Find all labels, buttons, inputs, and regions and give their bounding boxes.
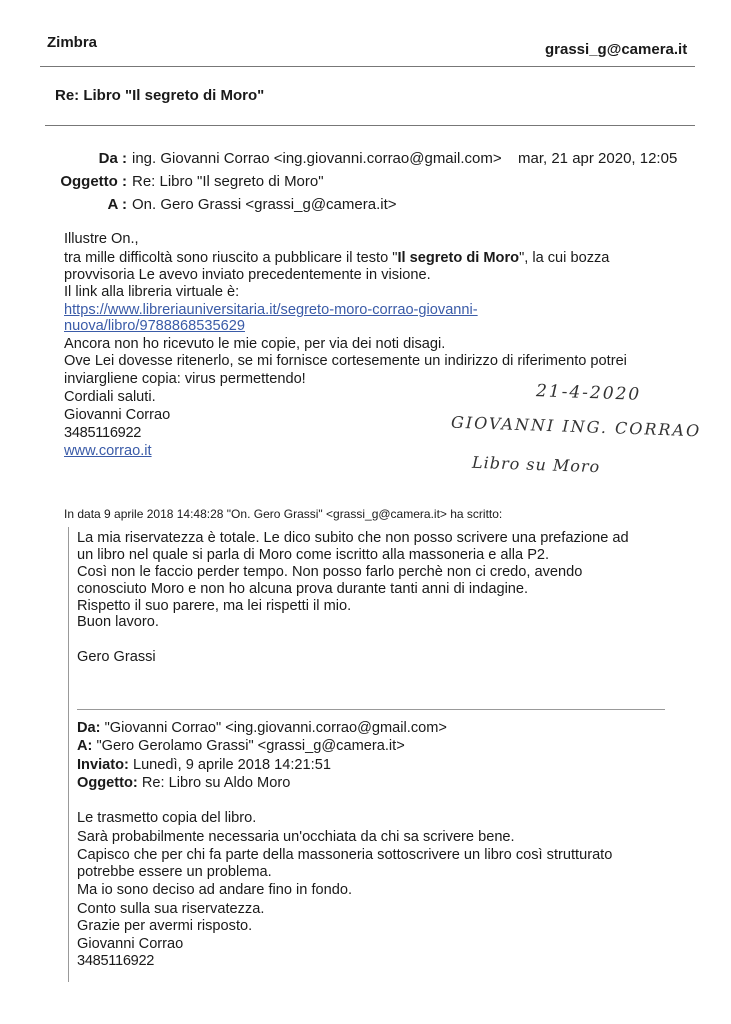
- fwd-subject-value: Re: Libro su Aldo Moro: [141, 775, 291, 791]
- body-line-2: provvisoria Le avevo inviato precedentemente in visione.: [64, 267, 431, 283]
- fwd-to-value[interactable]: "Gero Gerolamo Grassi" <grassi_g@camera.it>: [96, 738, 405, 754]
- body-line-1-post: ", la cui bozza: [519, 250, 610, 266]
- subject-value: Re: Libro "Il segreto di Moro": [132, 173, 324, 190]
- forward-divider: [77, 709, 665, 710]
- fwd-from-label: Da:: [77, 720, 101, 736]
- quote-line: un libro nel quale si parla di Moro come iscritto alla massoneria e alla P2.: [77, 547, 550, 563]
- message-date: mar, 21 apr 2020, 12:05: [518, 150, 678, 167]
- handwritten-name: GIOVANNI ING. CORRAO: [450, 412, 702, 441]
- handwritten-date: 21-4-2020: [535, 381, 642, 405]
- fwd-from-value[interactable]: "Giovanni Corrao" <ing.giovanni.corrao@gmail.com>: [104, 720, 447, 736]
- book-link-line-2[interactable]: nuova/libro/9788868535629: [64, 318, 245, 334]
- handwritten-note: Libro su Moro: [471, 452, 601, 477]
- fwd-sent-label: Inviato:: [77, 757, 129, 773]
- signature-phone: 3485116922: [64, 425, 142, 441]
- to-label: A :: [107, 196, 127, 213]
- quote-line: Buon lavoro.: [77, 614, 159, 630]
- fwd-body-line: potrebbe essere un problema.: [77, 864, 272, 880]
- from-value[interactable]: ing. Giovanni Corrao <ing.giovanni.corrao@gmail.com>: [132, 150, 502, 167]
- signature-name: Giovanni Corrao: [64, 407, 171, 423]
- fwd-sent-row: [77, 757, 331, 773]
- quote-line: Così non le faccio perder tempo. Non posso farlo perchè non ci credo, avendo: [77, 564, 583, 580]
- fwd-body-line: Conto sulla sua riservatezza.: [77, 901, 265, 917]
- body-line-1-pre: tra mille difficoltà sono riuscito a pubblicare il testo ": [64, 250, 398, 266]
- fwd-body-line: Capisco che per chi fa parte della massoneria sottoscrivere un libro così strutturato: [77, 847, 613, 863]
- fwd-signature-phone: 3485116922: [77, 953, 155, 969]
- fwd-body-line: Le trasmetto copia del libro.: [77, 810, 257, 826]
- quote-line: Rispetto il suo parere, ma lei rispetti il mio.: [77, 598, 352, 614]
- fwd-signature-name: Giovanni Corrao: [77, 936, 184, 952]
- quote-line: conosciuto Moro e non ho alcuna prova durante tanti anni di indagine.: [77, 581, 529, 597]
- book-link-line-1[interactable]: https://www.libreriauniversitaria.it/segreto-moro-corrao-giovanni-: [64, 302, 478, 318]
- fwd-to-row: [77, 738, 405, 754]
- to-value[interactable]: On. Gero Grassi <grassi_g@camera.it>: [132, 196, 397, 213]
- quote-bar: [68, 527, 69, 982]
- subject-divider: [45, 125, 695, 126]
- fwd-subject-label: Oggetto:: [77, 775, 138, 791]
- quote-line: La mia riservatezza è totale. Le dico subito che non posso scrivere una prefazione ad: [77, 530, 629, 546]
- fwd-subject-row: [77, 775, 290, 791]
- from-label: Da :: [98, 150, 127, 167]
- quote-intro: In data 9 aprile 2018 14:48:28 "On. Gero Grassi" <grassi_g@camera.it> ha scritto:: [64, 507, 503, 521]
- fwd-from-row: [77, 720, 447, 736]
- fwd-body-line: Sarà probabilmente necessaria un'occhiata da chi sa scrivere bene.: [77, 829, 515, 845]
- website-link[interactable]: www.corrao.it: [64, 443, 152, 459]
- body-line-4: Ancora non ho ricevuto le mie copie, per via dei noti disagi.: [64, 336, 446, 352]
- book-title: Il segreto di Moro: [397, 250, 520, 266]
- fwd-body-line: Grazie per avermi risposto.: [77, 918, 253, 934]
- subject-label: Oggetto :: [60, 173, 127, 190]
- body-line-7: Cordiali saluti.: [64, 389, 156, 405]
- body-greeting: Illustre On.,: [64, 231, 139, 247]
- header-divider: [40, 66, 695, 67]
- body-line-1: [64, 250, 609, 266]
- body-line-3: Il link alla libreria virtuale è:: [64, 284, 240, 300]
- message-subject: Re: Libro "Il segreto di Moro": [55, 87, 265, 104]
- fwd-body-line: Ma io sono deciso ad andare fino in fondo.: [77, 882, 353, 898]
- fwd-to-label: A:: [77, 738, 93, 754]
- fwd-sent-value: Lunedì, 9 aprile 2018 14:21:51: [132, 757, 331, 773]
- body-line-6: inviargliene copia: virus permettendo!: [64, 371, 306, 387]
- app-name: Zimbra: [47, 34, 98, 51]
- body-line-5: Ove Lei dovesse ritenerlo, se mi fornisce cortesemente un indirizzo di riferimento potrei: [64, 353, 627, 369]
- quote-signature: Gero Grassi: [77, 649, 156, 665]
- account-email: grassi_g@camera.it: [545, 41, 688, 58]
